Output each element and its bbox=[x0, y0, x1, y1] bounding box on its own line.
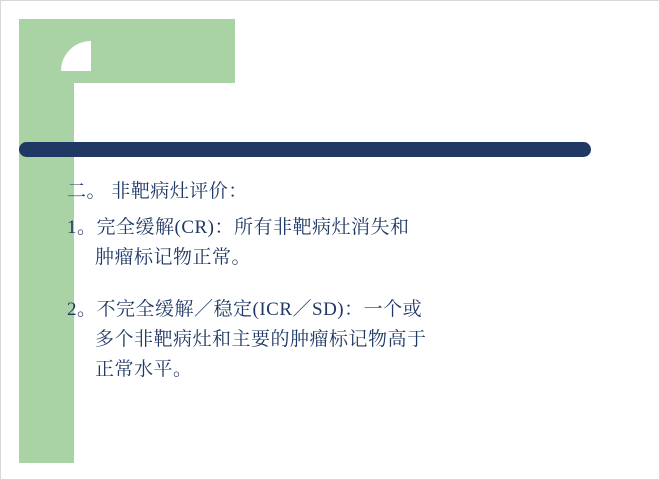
list-item-line: 2。不完全缓解／稳定(ICR／SD)：一个或 bbox=[67, 299, 423, 320]
list-item bbox=[67, 213, 637, 273]
slide-body bbox=[67, 177, 637, 407]
green-corner-decoration bbox=[74, 57, 235, 83]
list-item bbox=[67, 295, 637, 385]
list-item-line: 1。完全缓解(CR)：所有非靶病灶消失和 bbox=[67, 217, 410, 238]
list-item-line: 肿瘤标记物正常。 bbox=[95, 247, 252, 268]
slide-heading: 二。 非靶病灶评价： bbox=[67, 181, 248, 202]
list-item-line: 正常水平。 bbox=[95, 359, 193, 380]
green-top-decoration bbox=[19, 19, 235, 57]
navy-divider-bar bbox=[19, 142, 591, 157]
list-item-line: 多个非靶病灶和主要的肿瘤标记物高于 bbox=[95, 329, 427, 350]
green-sidebar-decoration bbox=[19, 19, 74, 463]
